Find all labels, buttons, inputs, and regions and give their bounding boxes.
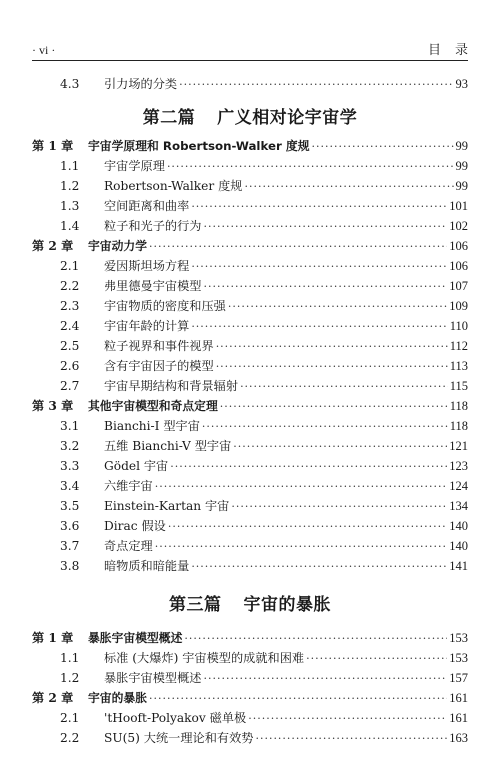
entry-number: 3.7 xyxy=(60,539,80,553)
toc-section-row[interactable] xyxy=(32,536,468,556)
entry-number: 3.5 xyxy=(60,499,80,513)
dot-leader xyxy=(202,417,448,437)
entry-page: 106 xyxy=(449,239,468,253)
toc-section-row[interactable] xyxy=(32,316,468,336)
entry-title: 宇宙学原理 xyxy=(104,159,165,173)
entry-number: 第 1 章 xyxy=(32,631,74,645)
entry-page: 93 xyxy=(455,77,468,91)
entry-page: 161 xyxy=(449,711,468,725)
toc-section-row[interactable] xyxy=(32,436,468,456)
entry-page: 110 xyxy=(449,319,468,333)
toc-section-row[interactable] xyxy=(32,74,468,94)
entry-page: 118 xyxy=(449,419,468,433)
running-title: 目录 xyxy=(427,43,482,58)
entry-page: 153 xyxy=(449,631,468,645)
entry-number: 2.3 xyxy=(60,299,80,313)
entry-title: Einstein-Kartan 宇宙 xyxy=(104,499,230,513)
dot-leader xyxy=(216,357,448,377)
entry-number: 1.4 xyxy=(60,219,80,233)
dot-leader xyxy=(233,437,447,457)
entry-title: 六维宇宙 xyxy=(104,479,153,493)
dot-leader xyxy=(155,477,448,497)
entry-title: 粒子和光子的行为 xyxy=(104,219,202,233)
toc-section-row[interactable] xyxy=(32,556,468,576)
table-of-contents xyxy=(32,74,468,748)
header-rule xyxy=(32,60,468,61)
toc-section-row[interactable] xyxy=(32,476,468,496)
entry-number: 3.4 xyxy=(60,479,80,493)
entry-page: 106 xyxy=(449,259,468,273)
entry-number: 1.2 xyxy=(60,671,80,685)
part-title: 广义相对论宇宙学 xyxy=(217,107,358,128)
entry-page: 102 xyxy=(449,219,468,233)
dot-leader xyxy=(149,237,447,257)
entry-page: 140 xyxy=(449,519,468,533)
entry-page: 141 xyxy=(449,559,468,573)
toc-section-row[interactable] xyxy=(32,708,468,728)
entry-title: 其他宇宙模型和奇点定理 xyxy=(88,399,218,413)
entry-number: 2.2 xyxy=(60,279,80,293)
entry-title: 宇宙的暴胀 xyxy=(88,691,147,705)
entry-number: 3.3 xyxy=(60,459,80,473)
dot-leader xyxy=(228,297,447,317)
entry-title: 引力场的分类 xyxy=(104,77,178,91)
dot-leader xyxy=(191,257,447,277)
entry-title: 标准 (大爆炸) 宇宙模型的成就和困难 xyxy=(104,651,305,665)
toc-section-row[interactable] xyxy=(32,456,468,476)
entry-page: 112 xyxy=(449,339,468,353)
part-number: 第二篇 xyxy=(142,107,196,128)
entry-number: 2.2 xyxy=(60,731,80,745)
entry-number: 1.2 xyxy=(60,179,80,193)
entry-page: 118 xyxy=(449,399,468,413)
dot-leader xyxy=(191,557,447,577)
entry-page: 115 xyxy=(449,379,468,393)
entry-number: 3.1 xyxy=(60,419,80,433)
entry-title: 暗物质和暗能量 xyxy=(104,559,190,573)
part-heading xyxy=(32,94,468,136)
entry-page: 107 xyxy=(449,279,468,293)
part-title: 宇宙的暴胀 xyxy=(243,594,331,615)
dot-leader xyxy=(231,497,447,517)
entry-page: 161 xyxy=(449,691,468,705)
entry-title: 宇宙年龄的计算 xyxy=(104,319,190,333)
toc-chapter-row[interactable] xyxy=(32,396,468,416)
entry-title: 宇宙物质的密度和压强 xyxy=(104,299,226,313)
entry-page: 163 xyxy=(449,731,468,745)
dot-leader xyxy=(155,537,448,557)
entry-page: 109 xyxy=(449,299,468,313)
dot-leader xyxy=(184,629,447,649)
dot-leader xyxy=(204,217,448,237)
toc-section-row[interactable] xyxy=(32,276,468,296)
dot-leader xyxy=(248,709,447,729)
entry-number: 1.1 xyxy=(60,651,80,665)
dot-leader xyxy=(179,75,453,95)
toc-section-row[interactable] xyxy=(32,516,468,536)
entry-page: 99 xyxy=(455,139,468,153)
entry-number: 2.7 xyxy=(60,379,80,393)
entry-title: Bianchi-I 型宇宙 xyxy=(104,419,200,433)
entry-number: 3.2 xyxy=(60,439,80,453)
entry-number: 2.5 xyxy=(60,339,80,353)
entry-title: 五维 Bianchi-V 型宇宙 xyxy=(104,439,232,453)
dot-leader xyxy=(191,317,447,337)
dot-leader xyxy=(167,157,454,177)
toc-section-row[interactable] xyxy=(32,176,468,196)
entry-number: 4.3 xyxy=(60,77,80,91)
entry-title: Robertson-Walker 度规 xyxy=(104,179,243,193)
entry-title: SU(5) 大统一理论和有效势 xyxy=(104,731,254,745)
toc-chapter-row[interactable] xyxy=(32,628,468,648)
entry-number: 第 2 章 xyxy=(32,691,74,705)
toc-section-row[interactable] xyxy=(32,156,468,176)
entry-page: 101 xyxy=(449,199,468,213)
toc-section-row[interactable] xyxy=(32,376,468,396)
entry-page: 153 xyxy=(449,651,468,665)
entry-page: 123 xyxy=(449,459,468,473)
entry-title: 爱因斯坦场方程 xyxy=(104,259,190,273)
entry-title: 宇宙学原理和 Robertson-Walker 度规 xyxy=(88,139,310,153)
dot-leader xyxy=(191,197,447,217)
entry-page: 121 xyxy=(449,439,468,453)
entry-title: Dirac 假设 xyxy=(104,519,166,533)
entry-number: 第 2 章 xyxy=(32,239,74,253)
toc-section-row[interactable] xyxy=(32,356,468,376)
page-header xyxy=(32,36,482,58)
toc-section-row[interactable] xyxy=(32,256,468,276)
entry-title: 宇宙早期结构和背景辐射 xyxy=(104,379,239,393)
entry-number: 2.1 xyxy=(60,259,80,273)
entry-number: 2.6 xyxy=(60,359,80,373)
dot-leader xyxy=(149,689,447,709)
dot-leader xyxy=(240,377,448,397)
toc-section-row[interactable] xyxy=(32,728,468,748)
entry-page: 157 xyxy=(449,671,468,685)
entry-title: Gödel 宇宙 xyxy=(104,459,169,473)
entry-title: 暴胀宇宙模型概述 xyxy=(88,631,183,645)
entry-page: 99 xyxy=(455,159,468,173)
dot-leader xyxy=(255,729,447,749)
toc-section-row[interactable] xyxy=(32,216,468,236)
toc-section-row[interactable] xyxy=(32,668,468,688)
entry-page: 140 xyxy=(449,539,468,553)
toc-section-row[interactable] xyxy=(32,648,468,668)
page-number: · vi · xyxy=(32,43,56,57)
entry-page: 113 xyxy=(449,359,468,373)
part-heading xyxy=(32,576,468,628)
entry-number: 1.3 xyxy=(60,199,80,213)
entry-number: 第 1 章 xyxy=(32,139,74,153)
entry-title: 暴胀宇宙模型概述 xyxy=(104,671,202,685)
entry-title: 宇宙动力学 xyxy=(88,239,147,253)
dot-leader xyxy=(170,457,447,477)
entry-title: 粒子视界和事件视界 xyxy=(104,339,214,353)
entry-number: 2.4 xyxy=(60,319,80,333)
toc-section-row[interactable] xyxy=(32,196,468,216)
toc-chapter-row[interactable] xyxy=(32,688,468,708)
dot-leader xyxy=(220,397,448,417)
entry-number: 1.1 xyxy=(60,159,80,173)
part-number: 第三篇 xyxy=(169,594,222,615)
entry-title: 'tHooft-Polyakov 磁单极 xyxy=(104,711,247,725)
dot-leader xyxy=(216,337,448,357)
toc-chapter-row[interactable] xyxy=(32,236,468,256)
entry-title: 空间距离和曲率 xyxy=(104,199,190,213)
toc-section-row[interactable] xyxy=(32,336,468,356)
entry-number: 第 3 章 xyxy=(32,399,74,413)
toc-section-row[interactable] xyxy=(32,416,468,436)
entry-number: 2.1 xyxy=(60,711,80,725)
dot-leader xyxy=(168,517,447,537)
dot-leader xyxy=(244,177,453,197)
entry-page: 99 xyxy=(455,179,468,193)
entry-title: 弗里德曼宇宙模型 xyxy=(104,279,202,293)
entry-number: 3.6 xyxy=(60,519,80,533)
entry-page: 134 xyxy=(449,499,468,513)
toc-section-row[interactable] xyxy=(32,296,468,316)
entry-page: 124 xyxy=(449,479,468,493)
entry-title: 奇点定理 xyxy=(104,539,153,553)
dot-leader xyxy=(204,669,448,689)
entry-title: 含有宇宙因子的模型 xyxy=(104,359,214,373)
toc-chapter-row[interactable] xyxy=(32,136,468,156)
toc-section-row[interactable] xyxy=(32,496,468,516)
dot-leader xyxy=(204,277,448,297)
entry-number: 3.8 xyxy=(60,559,80,573)
dot-leader xyxy=(312,137,454,157)
dot-leader xyxy=(306,649,447,669)
